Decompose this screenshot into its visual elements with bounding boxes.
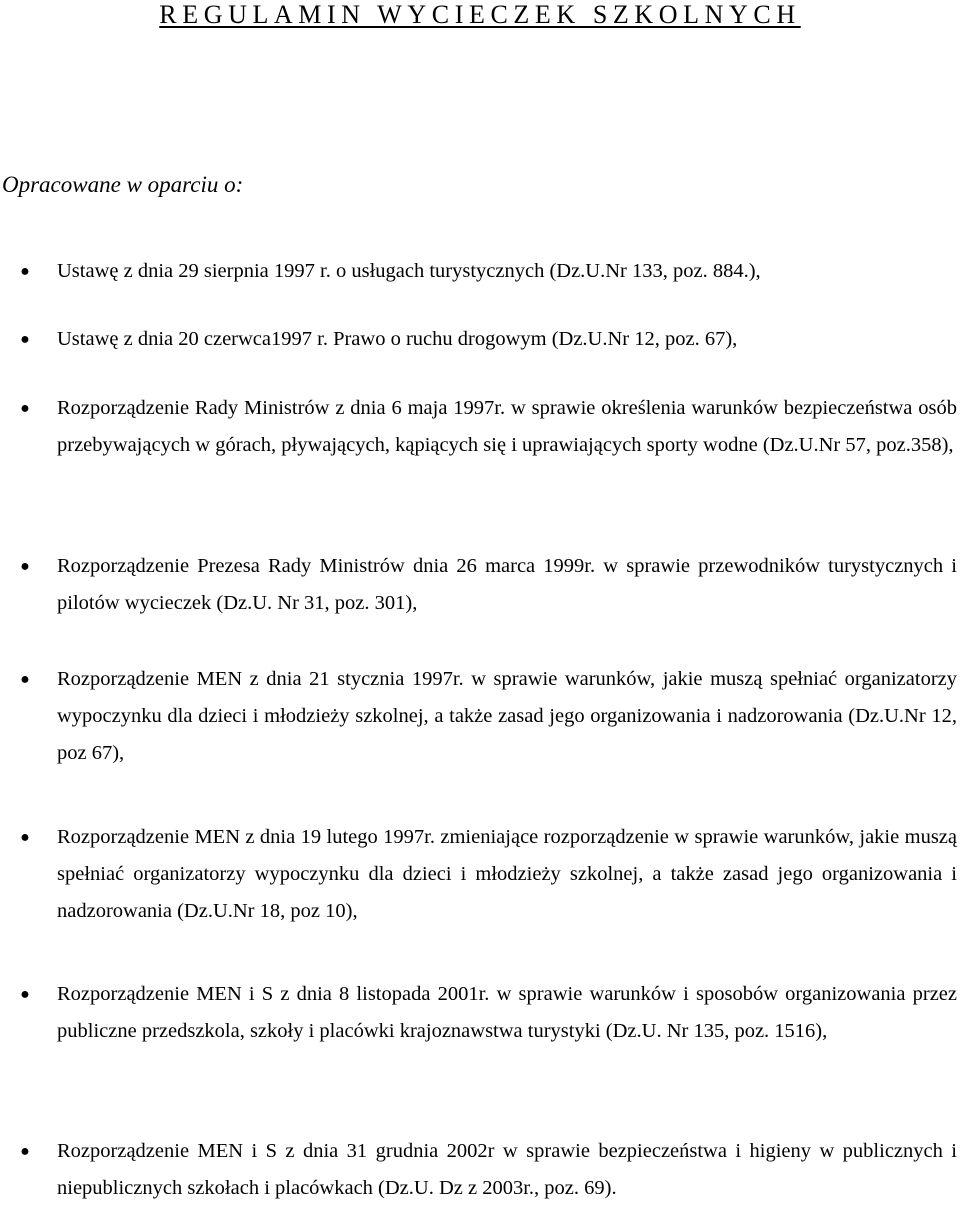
- bullet-icon: ●: [20, 331, 30, 348]
- list-item-text: Rozporządzenie MEN z dnia 21 stycznia 1997r. w sprawie warunków, jakie muszą spełniać organizatorzy wypoczynku dla dzieci i młodzieży szkolnej, a także zasad jego organizowania i nadzorowania (Dz.U.Nr 12, poz 67),: [57, 668, 957, 764]
- list-item-text: Rozporządzenie Rady Ministrów z dnia 6 maja 1997r. w sprawie określenia warunków bezpieczeństwa osób przebywających w górach, pływających, kąpiących się i uprawiających sporty wodne (Dz.U.Nr 57, poz.358),: [57, 397, 957, 456]
- list-item-text: Rozporządzenie MEN z dnia 19 lutego 1997r. zmieniające rozporządzenie w sprawie warunków, jakie muszą spełniać organizatorzy wypoczynku dla dzieci i młodzieży szkolnej, a także zasad jego organizowania i nadzorowania (Dz.U.Nr 18, poz 10),: [57, 826, 957, 922]
- document-title: REGULAMIN WYCIECZEK SZKOLNYCH: [159, 0, 801, 29]
- bullet-icon: ●: [20, 400, 30, 417]
- list-item: [20, 548, 957, 622]
- bullet-icon: ●: [20, 263, 30, 280]
- list-item-text: Ustawę z dnia 20 czerwca1997 r. Prawo o ruchu drogowym (Dz.U.Nr 12, poz. 67),: [57, 328, 738, 350]
- bullet-icon: ●: [20, 671, 30, 688]
- list-item: [20, 321, 957, 358]
- list-item-text: Ustawę z dnia 29 sierpnia 1997 r. o usługach turystycznych (Dz.U.Nr 133, poz. 884.),: [57, 260, 761, 282]
- list-item: [20, 819, 957, 930]
- list-item-text: Rozporządzenie MEN i S z dnia 31 grudnia 2002r w sprawie bezpieczeństwa i higieny w publicznych i niepublicznych szkołach i placówkach (Dz.U. Dz z 2003r., poz. 69).: [57, 1140, 957, 1199]
- list-item: [20, 1133, 957, 1207]
- bullet-icon: ●: [20, 986, 30, 1003]
- list-item: [20, 976, 957, 1050]
- bullet-icon: ●: [20, 558, 30, 575]
- list-item: [20, 661, 957, 772]
- list-item: [20, 390, 957, 464]
- document-subtitle: Opracowane w oparciu o:: [2, 172, 244, 197]
- list-item: [20, 253, 957, 290]
- list-item-text: Rozporządzenie Prezesa Rady Ministrów dnia 26 marca 1999r. w sprawie przewodników turystycznych i pilotów wycieczek (Dz.U. Nr 31, poz. 301),: [57, 555, 957, 614]
- bullet-icon: ●: [20, 1143, 30, 1160]
- bullet-icon: ●: [20, 829, 30, 846]
- list-item-text: Rozporządzenie MEN i S z dnia 8 listopada 2001r. w sprawie warunków i sposobów organizowania przez publiczne przedszkola, szkoły i placówki krajoznawstwa turystyki (Dz.U. Nr 135, poz. 1516),: [57, 983, 957, 1042]
